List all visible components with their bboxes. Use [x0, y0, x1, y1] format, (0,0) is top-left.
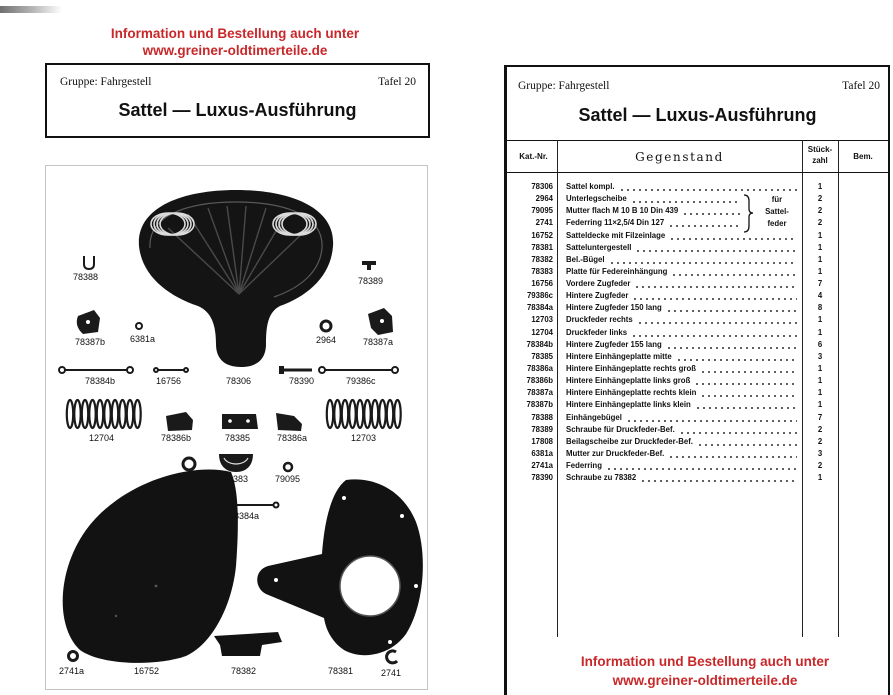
description-text: Hintere Einhängeplatte links klein	[566, 400, 691, 410]
quantity-cell: 1	[817, 315, 823, 325]
quantity-cell: 1	[817, 230, 823, 240]
description-text: Hintere Einhängeplatte rechts klein	[566, 388, 697, 398]
description-cell	[566, 193, 740, 205]
description-cell	[566, 278, 797, 290]
dot-leader	[631, 327, 797, 339]
part-number-cell: 6381a	[531, 448, 553, 458]
plate-78386a	[276, 413, 302, 431]
quantity-cell: 4	[817, 291, 823, 301]
right-page-parts-list	[504, 65, 890, 695]
description-cell	[566, 436, 797, 448]
dot-leader	[619, 181, 797, 193]
description-text: Druckfeder rechts	[566, 315, 633, 325]
table-row	[507, 436, 888, 448]
dot-leader	[676, 351, 797, 363]
quantity-cell: 3	[817, 351, 823, 361]
quantity-cell: 2	[817, 436, 823, 446]
description-text: Hintere Zugfeder 150 lang	[566, 303, 662, 313]
coil-spring-12704	[67, 400, 141, 428]
dot-leader	[606, 460, 797, 472]
dot-leader	[631, 193, 740, 205]
description-text: Hintere Zugfeder 155 lang	[566, 339, 662, 349]
part-label: 78387a	[363, 337, 394, 347]
part-number-cell: 79386c	[526, 291, 553, 301]
table-row	[507, 181, 888, 193]
description-cell	[566, 375, 797, 387]
table-row	[507, 266, 888, 278]
description-text: Platte für Federeinhängung	[566, 266, 668, 276]
part-number-cell: 78381	[531, 242, 553, 252]
description-text: Hintere Einhängeplatte rechts groß	[566, 364, 696, 373]
table-row	[507, 472, 888, 484]
order-note-line: Information und Bestellung auch unter	[110, 26, 360, 41]
part-number-cell: 78384a	[526, 303, 553, 313]
part-label: 2741	[381, 668, 402, 678]
quantity-cell: 8	[817, 303, 823, 313]
group-label: Gruppe: Fahrgestell	[518, 80, 610, 92]
part-number-cell: 78387b	[526, 400, 553, 410]
description-cell	[566, 327, 797, 339]
washer-2964	[321, 321, 331, 331]
description-cell	[566, 424, 797, 436]
bolt-78390	[279, 366, 312, 374]
dot-leader	[626, 412, 797, 424]
table-row	[507, 302, 888, 314]
table-row	[507, 327, 888, 339]
table-row	[507, 217, 888, 229]
part-label: 6381a	[130, 334, 156, 344]
page-title: Sattel — Luxus-Ausführung	[578, 105, 817, 125]
description-cell	[566, 254, 797, 266]
part-label: 78381	[328, 666, 354, 676]
description-cell	[566, 205, 740, 217]
part-number-cell: 78389	[531, 424, 553, 434]
spring-washer-2741	[387, 651, 397, 663]
spring-rod-78384b	[59, 367, 133, 373]
part-label: 78306	[226, 376, 252, 386]
description-cell	[566, 230, 797, 242]
washer-17808	[183, 458, 195, 470]
description-text: Schraube zu 78382	[566, 473, 637, 483]
part-number-cell: 78388	[531, 412, 553, 422]
column-header-qty: Stück-	[807, 145, 833, 154]
part-number-cell: 2741	[535, 218, 553, 228]
description-text: Hintere Einhängeplatte links groß	[566, 376, 691, 386]
quantity-cell: 1	[817, 327, 823, 337]
plate-label: Tafel 20	[378, 76, 416, 88]
table-row	[507, 399, 888, 411]
description-cell	[566, 242, 797, 254]
description-cell	[566, 302, 797, 314]
part-label: 78386b	[161, 433, 192, 443]
table-row	[507, 448, 888, 460]
description-cell	[566, 181, 797, 193]
part-label: 16752	[134, 666, 160, 676]
part-number-cell: 2964	[535, 194, 553, 204]
quantity-cell: 1	[817, 473, 823, 483]
dot-leader	[700, 363, 797, 375]
plate-78385	[222, 414, 258, 429]
table-row	[507, 314, 888, 326]
nut-79095	[284, 463, 292, 471]
part-number-cell: 12704	[531, 327, 553, 337]
table-row	[507, 193, 888, 205]
part-number-cell: 78386a	[526, 364, 553, 373]
description-text: Mutter flach M 10 B 10 Din 439	[566, 206, 679, 216]
part-number-cell: 78384b	[526, 339, 553, 349]
bracket-note-line: Sattel-	[765, 207, 789, 216]
part-label: 78383	[223, 474, 249, 484]
description-text: Mutter zur Druckfeder-Bef.	[566, 448, 665, 458]
spring-washer-2741a	[69, 652, 78, 661]
dot-leader	[682, 205, 740, 217]
dot-leader	[635, 242, 797, 254]
quantity-cell: 2	[817, 218, 823, 228]
spring-plate-78383	[219, 454, 253, 472]
quantity-cell: 1	[817, 388, 823, 398]
table-row	[507, 424, 888, 436]
description-cell	[566, 266, 797, 278]
table-row	[507, 339, 888, 351]
dot-leader	[669, 230, 797, 242]
scan-smudge	[0, 6, 62, 13]
part-label: 12704	[89, 433, 115, 443]
dot-leader	[671, 266, 797, 278]
part-label: 16756	[156, 376, 182, 386]
exploded-parts-figure	[45, 165, 428, 690]
part-number-cell: 2741a	[531, 461, 553, 470]
part-number-cell: 78386b	[526, 376, 553, 386]
table-row	[507, 205, 888, 217]
order-note-url: www.greiner-oldtimerteile.de	[142, 43, 328, 58]
bracket-note-line: für	[771, 195, 783, 204]
part-number-cell: 78385	[531, 351, 553, 361]
quantity-cell: 1	[817, 182, 823, 191]
quantity-cell: 1	[817, 400, 823, 410]
part-label: 78382	[231, 666, 257, 676]
part-label: 78387b	[75, 337, 106, 347]
description-cell	[566, 363, 797, 375]
table-row	[507, 254, 888, 266]
description-text: Satteluntergestell	[566, 242, 632, 252]
dot-leader	[632, 290, 797, 302]
column-header-item: Gegenstand	[635, 150, 724, 164]
description-cell	[566, 290, 797, 302]
part-label: 78388	[73, 272, 99, 282]
bracket-note-line: feder	[767, 219, 787, 228]
nut-6381a	[136, 323, 142, 329]
part-label: 78384a	[229, 511, 260, 521]
part-label: 17808	[186, 474, 212, 484]
part-label: 79386c	[346, 376, 376, 386]
description-text: Druckfeder links	[566, 327, 628, 337]
table-row	[507, 242, 888, 254]
plate-label: Tafel 20	[842, 80, 880, 92]
quantity-cell: 2	[817, 461, 823, 470]
description-cell	[566, 399, 797, 411]
order-note-line: Information und Bestellung auch unter	[580, 654, 830, 669]
part-label: 2741a	[59, 666, 85, 676]
description-text: Hintere Zugfeder	[566, 291, 629, 301]
saddle-frame-78381	[257, 479, 423, 655]
column-header-note: Bem.	[853, 152, 873, 161]
part-label: 12703	[351, 433, 377, 443]
dot-leader	[694, 375, 797, 387]
description-text: Vordere Zugfeder	[566, 279, 631, 288]
description-cell	[566, 472, 797, 484]
description-text: Beilagscheibe zur Druckfeder-Bef.	[566, 436, 693, 446]
table-row	[507, 351, 888, 363]
column-header-qty: zahl	[812, 156, 828, 165]
quantity-cell: 7	[817, 412, 823, 422]
quantity-cell: 2	[817, 424, 823, 434]
part-number-cell: 78390	[531, 473, 553, 483]
part-number-cell: 78387a	[526, 388, 553, 398]
quantity-cell: 1	[817, 364, 823, 373]
page-title: Sattel — Luxus-Ausführung	[118, 100, 357, 120]
part-label: 78389	[358, 276, 384, 286]
description-cell	[566, 217, 740, 229]
parts-drawing	[46, 166, 427, 689]
saddle-cover-16752	[63, 469, 238, 662]
quantity-cell: 1	[817, 266, 823, 276]
table-row	[507, 375, 888, 387]
part-number-cell: 78382	[531, 254, 553, 264]
description-text: Federring 11×2,5/4 Din 127	[566, 218, 665, 228]
table-row	[507, 230, 888, 242]
dot-leader	[634, 278, 797, 290]
part-number-cell: 12703	[531, 315, 553, 325]
dot-leader	[668, 217, 740, 229]
dot-leader	[668, 448, 797, 460]
top-order-note	[40, 25, 430, 59]
column-header-kat: Kat.-Nr.	[519, 152, 548, 161]
table-row	[507, 290, 888, 302]
dot-leader	[640, 472, 797, 484]
part-label: 79095	[275, 474, 301, 484]
dot-leader	[666, 339, 797, 351]
part-label: 2964	[316, 335, 337, 345]
quantity-cell: 6	[817, 339, 823, 349]
table-row	[507, 387, 888, 399]
description-cell	[566, 339, 797, 351]
quantity-cell: 2	[817, 206, 823, 216]
coil-spring-12703	[327, 400, 401, 428]
left-header-box	[45, 63, 430, 138]
spring-rod-79386c	[319, 367, 398, 373]
bottom-order-note	[527, 653, 883, 689]
description-text: Federring	[566, 461, 602, 470]
description-cell	[566, 351, 797, 363]
part-label: 78386a	[277, 433, 308, 443]
dot-leader	[666, 302, 797, 314]
plate-78386b	[166, 412, 193, 431]
table-row	[507, 460, 888, 472]
dot-leader	[697, 436, 797, 448]
description-text: Satteldecke mit Filzeinlage	[566, 230, 666, 240]
quantity-cell: 2	[817, 194, 823, 204]
saddle-drawing	[139, 190, 333, 367]
part-number-cell: 78383	[531, 266, 553, 276]
description-text: Schraube für Druckfeder-Bef.	[566, 424, 675, 434]
quantity-cell: 7	[817, 279, 823, 288]
hook-bracket-78388	[84, 256, 94, 269]
part-label: 78385	[225, 433, 251, 443]
screw-78389	[362, 261, 376, 270]
part-label: 78390	[289, 376, 315, 386]
part-number-cell: 16752	[531, 230, 553, 240]
spring-rod-16756	[154, 368, 188, 372]
description-cell	[566, 448, 797, 460]
quantity-cell: 1	[817, 254, 823, 264]
description-cell	[566, 314, 797, 326]
description-text: Bel.-Bügel	[566, 254, 605, 264]
table-row	[507, 278, 888, 290]
group-label: Gruppe: Fahrgestell	[60, 76, 152, 88]
dot-leader	[700, 387, 797, 399]
table-row	[507, 363, 888, 375]
description-text: Hintere Einhängeplatte mitte	[566, 351, 672, 361]
dot-leader	[695, 399, 797, 411]
part-number-cell: 78306	[531, 182, 553, 191]
description-cell	[566, 387, 797, 399]
dot-leader	[679, 424, 797, 436]
description-text: Sattel kompl.	[566, 182, 615, 191]
part-number-cell: 79095	[531, 206, 553, 216]
dot-leader	[637, 314, 797, 326]
description-text: Einhängebügel	[566, 412, 622, 422]
quantity-cell: 1	[817, 242, 823, 252]
description-cell	[566, 412, 797, 424]
part-number-cell: 17808	[531, 436, 553, 446]
bracket-78382	[214, 632, 282, 656]
part-label: 78384b	[85, 376, 116, 386]
dot-leader	[609, 254, 797, 266]
part-number-cell: 16756	[531, 279, 553, 288]
description-text: Unterlegscheibe	[566, 194, 627, 204]
quantity-cell: 3	[817, 448, 823, 458]
table-body	[507, 67, 888, 637]
description-cell	[566, 460, 797, 472]
quantity-cell: 1	[817, 376, 823, 386]
order-note-url: www.greiner-oldtimerteile.de	[612, 673, 798, 688]
table-row	[507, 412, 888, 424]
